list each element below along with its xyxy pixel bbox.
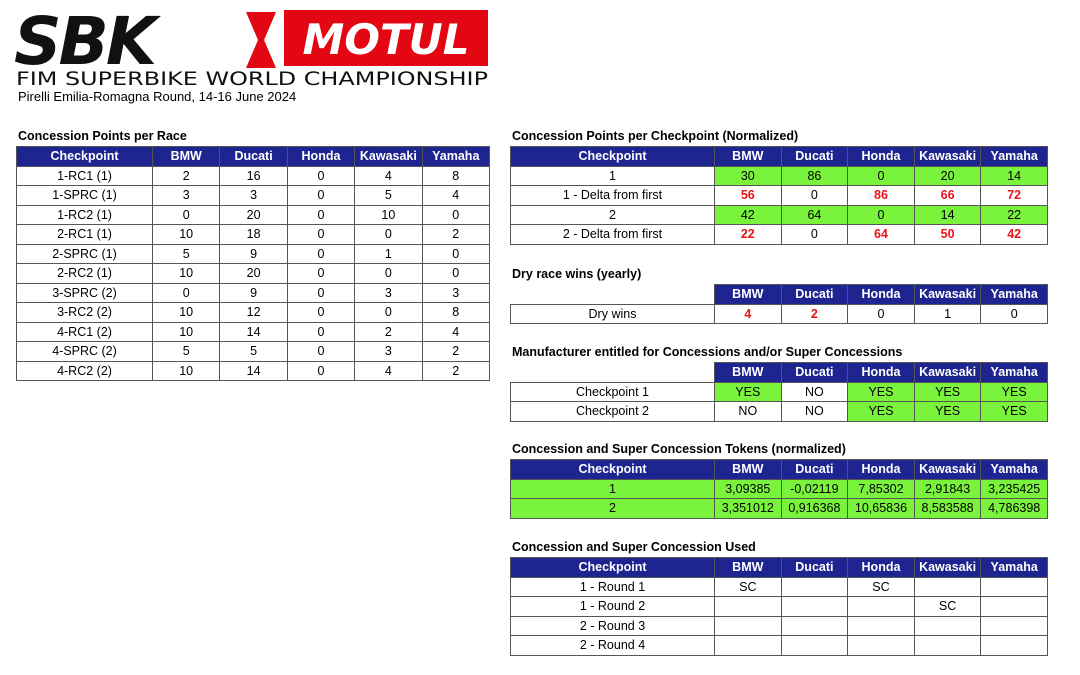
- row-label: 2-RC1 (1): [17, 225, 153, 245]
- column-header: Honda: [287, 147, 354, 167]
- value-cell: 3: [355, 342, 422, 362]
- value-cell: 2: [422, 225, 489, 245]
- row-label: 1-RC1 (1): [17, 166, 153, 186]
- blank-header-cell: [511, 363, 715, 383]
- table-row: [17, 166, 490, 186]
- value-cell: 2: [422, 361, 489, 381]
- value-cell: 3: [220, 186, 287, 206]
- value-cell: -0,02119: [781, 479, 848, 499]
- dry-wins-table: [510, 284, 1048, 324]
- column-header: Yamaha: [981, 147, 1048, 167]
- value-cell: 42: [981, 225, 1048, 245]
- value-cell: NO: [781, 402, 848, 422]
- column-header: BMW: [153, 147, 220, 167]
- table-row: [511, 205, 1048, 225]
- table-row: [17, 361, 490, 381]
- column-header: Ducati: [781, 285, 848, 305]
- table-row: [511, 382, 1048, 402]
- value-cell: 14: [914, 205, 981, 225]
- column-header: Checkpoint: [17, 147, 153, 167]
- value-cell: 10: [153, 322, 220, 342]
- value-cell: 0: [287, 166, 354, 186]
- value-cell: [914, 636, 981, 656]
- used-table: [510, 557, 1048, 656]
- value-cell: 22: [981, 205, 1048, 225]
- value-cell: [781, 597, 848, 617]
- value-cell: 0: [848, 205, 915, 225]
- value-cell: 64: [781, 205, 848, 225]
- value-cell: 10: [355, 205, 422, 225]
- value-cell: 0: [422, 205, 489, 225]
- value-cell: 10: [153, 303, 220, 323]
- table-row: [17, 283, 490, 303]
- table-row: [511, 616, 1048, 636]
- tokens-title: Concession and Super Concession Tokens (normalized): [512, 442, 846, 456]
- row-label: 1: [511, 166, 715, 186]
- row-label: 1 - Round 2: [511, 597, 715, 617]
- value-cell: 86: [848, 186, 915, 206]
- value-cell: 3: [422, 283, 489, 303]
- row-label: 4-RC2 (2): [17, 361, 153, 381]
- row-label: 2-RC2 (1): [17, 264, 153, 284]
- column-header: BMW: [715, 147, 782, 167]
- value-cell: 56: [715, 186, 782, 206]
- column-header: Yamaha: [981, 460, 1048, 480]
- row-label: 1 - Round 1: [511, 577, 715, 597]
- value-cell: 1: [355, 244, 422, 264]
- table-row: [511, 166, 1048, 186]
- used-title: Concession and Super Concession Used: [512, 540, 756, 554]
- value-cell: 0: [848, 166, 915, 186]
- column-header: Kawasaki: [914, 285, 981, 305]
- value-cell: 2: [153, 166, 220, 186]
- column-header: Kawasaki: [914, 147, 981, 167]
- logo-red-swoosh: [246, 12, 276, 68]
- table-row: [17, 303, 490, 323]
- table-row: [511, 597, 1048, 617]
- table-row: [511, 304, 1048, 324]
- value-cell: 0: [287, 225, 354, 245]
- value-cell: 66: [914, 186, 981, 206]
- value-cell: 0: [287, 244, 354, 264]
- value-cell: 0: [355, 264, 422, 284]
- value-cell: [781, 577, 848, 597]
- value-cell: NO: [715, 402, 782, 422]
- row-label: 1 - Delta from first: [511, 186, 715, 206]
- value-cell: 30: [715, 166, 782, 186]
- value-cell: 64: [848, 225, 915, 245]
- value-cell: 10: [153, 361, 220, 381]
- row-label: 2: [511, 205, 715, 225]
- table-row: [17, 322, 490, 342]
- value-cell: 1: [914, 304, 981, 324]
- column-header: Yamaha: [981, 363, 1048, 383]
- value-cell: [781, 616, 848, 636]
- column-header: BMW: [715, 460, 782, 480]
- value-cell: 12: [220, 303, 287, 323]
- value-cell: 9: [220, 283, 287, 303]
- value-cell: 0: [153, 205, 220, 225]
- value-cell: 20: [220, 264, 287, 284]
- value-cell: [981, 636, 1048, 656]
- value-cell: 16: [220, 166, 287, 186]
- column-header: Yamaha: [422, 147, 489, 167]
- value-cell: 5: [355, 186, 422, 206]
- column-header: BMW: [715, 363, 782, 383]
- table-row: [511, 636, 1048, 656]
- table-row: [511, 499, 1048, 519]
- tokens-table: [510, 459, 1048, 519]
- row-label: Checkpoint 2: [511, 402, 715, 422]
- row-label: 2 - Round 3: [511, 616, 715, 636]
- value-cell: 14: [220, 361, 287, 381]
- value-cell: 0: [287, 361, 354, 381]
- column-header: Ducati: [781, 558, 848, 578]
- column-header: BMW: [715, 558, 782, 578]
- column-header: Kawasaki: [914, 558, 981, 578]
- table-row: [17, 205, 490, 225]
- column-header: Kawasaki: [914, 460, 981, 480]
- value-cell: 2: [355, 322, 422, 342]
- value-cell: SC: [914, 597, 981, 617]
- row-label: 4-RC1 (2): [17, 322, 153, 342]
- blank-header-cell: [511, 285, 715, 305]
- value-cell: 4: [355, 361, 422, 381]
- column-header: Honda: [848, 363, 915, 383]
- value-cell: YES: [981, 402, 1048, 422]
- value-cell: 0: [287, 322, 354, 342]
- value-cell: 18: [220, 225, 287, 245]
- column-header: Checkpoint: [511, 558, 715, 578]
- value-cell: 0: [781, 186, 848, 206]
- value-cell: 4: [715, 304, 782, 324]
- value-cell: [848, 616, 915, 636]
- value-cell: [914, 577, 981, 597]
- value-cell: 8: [422, 303, 489, 323]
- value-cell: [981, 577, 1048, 597]
- value-cell: YES: [981, 382, 1048, 402]
- value-cell: 0: [287, 205, 354, 225]
- value-cell: 72: [981, 186, 1048, 206]
- column-header: Ducati: [220, 147, 287, 167]
- row-label: 2 - Delta from first: [511, 225, 715, 245]
- value-cell: 7,85302: [848, 479, 915, 499]
- value-cell: 0,916368: [781, 499, 848, 519]
- table-row: [17, 186, 490, 206]
- value-cell: 2,91843: [914, 479, 981, 499]
- value-cell: 8,583588: [914, 499, 981, 519]
- championship-name: FIM SUPERBIKE WORLD CHAMPIONSHIP: [16, 68, 489, 88]
- value-cell: [715, 597, 782, 617]
- value-cell: NO: [781, 382, 848, 402]
- value-cell: [715, 636, 782, 656]
- value-cell: 10: [153, 225, 220, 245]
- value-cell: 0: [153, 283, 220, 303]
- value-cell: YES: [848, 382, 915, 402]
- value-cell: [848, 636, 915, 656]
- column-header: Kawasaki: [355, 147, 422, 167]
- table-row: [511, 225, 1048, 245]
- value-cell: 5: [220, 342, 287, 362]
- value-cell: 20: [220, 205, 287, 225]
- value-cell: 86: [781, 166, 848, 186]
- value-cell: 2: [422, 342, 489, 362]
- sbk-logo-text: SBK: [14, 6, 154, 80]
- checkpoint-points-title: Concession Points per Checkpoint (Normalized): [512, 129, 799, 143]
- value-cell: YES: [914, 402, 981, 422]
- motul-logo-text: MOTUL: [302, 15, 470, 64]
- value-cell: 3: [153, 186, 220, 206]
- row-label: 1-SPRC (1): [17, 186, 153, 206]
- value-cell: [715, 616, 782, 636]
- row-label: 2 - Round 4: [511, 636, 715, 656]
- dry-wins-title: Dry race wins (yearly): [512, 267, 642, 281]
- table-row: [511, 479, 1048, 499]
- value-cell: 3,351012: [715, 499, 782, 519]
- value-cell: 22: [715, 225, 782, 245]
- row-label: 1: [511, 479, 715, 499]
- table-row: [17, 342, 490, 362]
- value-cell: 0: [981, 304, 1048, 324]
- value-cell: 0: [287, 283, 354, 303]
- column-header: Kawasaki: [914, 363, 981, 383]
- row-label: 1-RC2 (1): [17, 205, 153, 225]
- value-cell: 0: [287, 186, 354, 206]
- value-cell: [914, 616, 981, 636]
- value-cell: 0: [848, 304, 915, 324]
- value-cell: 14: [981, 166, 1048, 186]
- row-label: 2-SPRC (1): [17, 244, 153, 264]
- value-cell: [981, 616, 1048, 636]
- value-cell: 0: [422, 264, 489, 284]
- row-label: 2: [511, 499, 715, 519]
- value-cell: 4: [355, 166, 422, 186]
- value-cell: YES: [848, 402, 915, 422]
- value-cell: 3,235425: [981, 479, 1048, 499]
- column-header: BMW: [715, 285, 782, 305]
- value-cell: 0: [355, 303, 422, 323]
- column-header: Ducati: [781, 460, 848, 480]
- value-cell: 8: [422, 166, 489, 186]
- column-header: Yamaha: [981, 285, 1048, 305]
- column-header: Honda: [848, 460, 915, 480]
- value-cell: 0: [781, 225, 848, 245]
- column-header: Honda: [848, 558, 915, 578]
- value-cell: 3: [355, 283, 422, 303]
- race-points-table: [16, 146, 490, 381]
- entitled-title: Manufacturer entitled for Concessions and/or Super Concessions: [512, 345, 903, 359]
- table-row: [17, 264, 490, 284]
- value-cell: 10,65836: [848, 499, 915, 519]
- value-cell: SC: [848, 577, 915, 597]
- value-cell: 42: [715, 205, 782, 225]
- column-header: Honda: [848, 285, 915, 305]
- value-cell: 9: [220, 244, 287, 264]
- table-row: [17, 244, 490, 264]
- column-header: Ducati: [781, 363, 848, 383]
- value-cell: YES: [914, 382, 981, 402]
- value-cell: 0: [355, 225, 422, 245]
- table-row: [511, 186, 1048, 206]
- value-cell: 5: [153, 244, 220, 264]
- value-cell: 4: [422, 322, 489, 342]
- value-cell: SC: [715, 577, 782, 597]
- round-subtitle: Pirelli Emilia-Romagna Round, 14-16 June 2024: [18, 89, 297, 104]
- column-header: Checkpoint: [511, 460, 715, 480]
- row-label: Dry wins: [511, 304, 715, 324]
- value-cell: 20: [914, 166, 981, 186]
- row-label: 3-RC2 (2): [17, 303, 153, 323]
- value-cell: 5: [153, 342, 220, 362]
- sbk-motul-logo: [14, 6, 490, 88]
- value-cell: 2: [781, 304, 848, 324]
- entitled-table: [510, 362, 1048, 422]
- value-cell: 10: [153, 264, 220, 284]
- value-cell: 3,09385: [715, 479, 782, 499]
- value-cell: 14: [220, 322, 287, 342]
- value-cell: 4: [422, 186, 489, 206]
- table-row: [511, 402, 1048, 422]
- value-cell: [981, 597, 1048, 617]
- value-cell: 0: [422, 244, 489, 264]
- column-header: Ducati: [781, 147, 848, 167]
- row-label: Checkpoint 1: [511, 382, 715, 402]
- column-header: Yamaha: [981, 558, 1048, 578]
- column-header: Checkpoint: [511, 147, 715, 167]
- table-row: [17, 225, 490, 245]
- value-cell: 0: [287, 303, 354, 323]
- value-cell: 0: [287, 264, 354, 284]
- value-cell: [848, 597, 915, 617]
- checkpoint-points-table: [510, 146, 1048, 245]
- value-cell: 0: [287, 342, 354, 362]
- value-cell: 50: [914, 225, 981, 245]
- row-label: 4-SPRC (2): [17, 342, 153, 362]
- value-cell: 4,786398: [981, 499, 1048, 519]
- race-points-title: Concession Points per Race: [18, 129, 187, 143]
- row-label: 3-SPRC (2): [17, 283, 153, 303]
- value-cell: YES: [715, 382, 782, 402]
- value-cell: [781, 636, 848, 656]
- column-header: Honda: [848, 147, 915, 167]
- table-row: [511, 577, 1048, 597]
